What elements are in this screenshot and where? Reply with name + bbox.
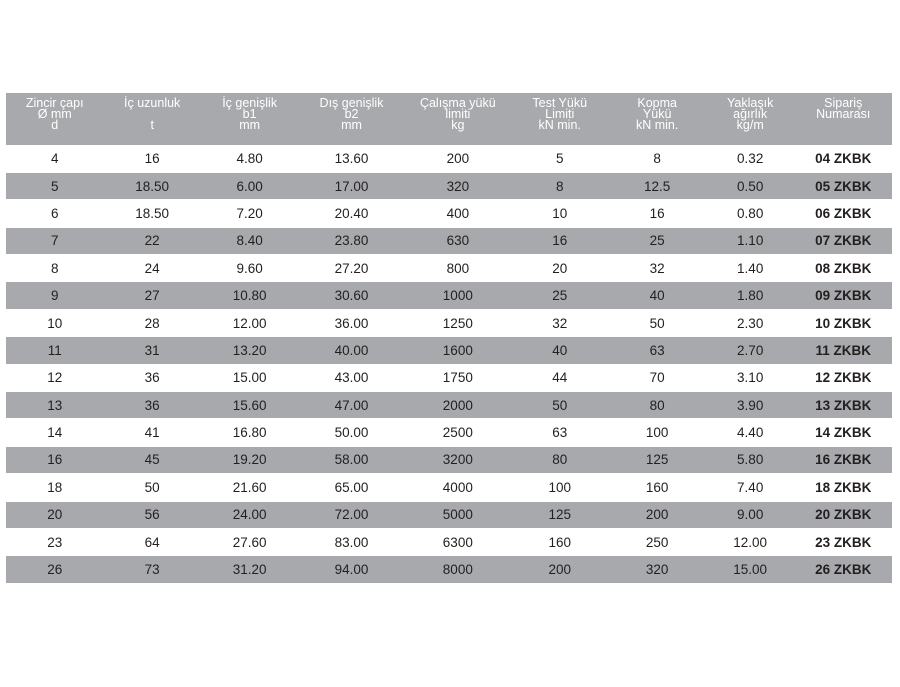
cell-outer-width: 30.60 bbox=[298, 282, 404, 309]
cell-order-number: 14 ZKBK bbox=[794, 419, 892, 446]
table-row bbox=[6, 172, 892, 199]
cell-approx-weight: 1.10 bbox=[706, 227, 795, 254]
cell-breaking-load: 16 bbox=[608, 200, 705, 227]
cell-working-load: 200 bbox=[405, 145, 511, 172]
header-inner-length bbox=[103, 93, 200, 145]
cell-inner-width: 4.80 bbox=[201, 145, 298, 172]
cell-test-load: 100 bbox=[511, 474, 608, 501]
header-line: Zincir çapı bbox=[25, 96, 84, 110]
table-row bbox=[6, 364, 892, 391]
cell-inner-width: 21.60 bbox=[201, 474, 298, 501]
cell-inner-width: 10.80 bbox=[201, 282, 298, 309]
cell-test-load: 63 bbox=[511, 419, 608, 446]
header-line: Yaklaşık bbox=[727, 96, 774, 110]
cell-chain-diameter: 6 bbox=[6, 200, 103, 227]
cell-order-number: 05 ZKBK bbox=[794, 172, 892, 199]
cell-outer-width: 17.00 bbox=[298, 172, 404, 199]
cell-inner-length: 31 bbox=[103, 337, 200, 364]
header-line: İç uzunluk bbox=[124, 96, 181, 110]
cell-inner-length: 56 bbox=[103, 501, 200, 528]
cell-order-number: 10 ZKBK bbox=[794, 309, 892, 336]
cell-chain-diameter: 12 bbox=[6, 364, 103, 391]
cell-inner-length: 27 bbox=[103, 282, 200, 309]
cell-test-load: 25 bbox=[511, 282, 608, 309]
cell-breaking-load: 8 bbox=[608, 145, 705, 172]
table-row bbox=[6, 419, 892, 446]
cell-order-number: 07 ZKBK bbox=[794, 227, 892, 254]
header-working-load bbox=[405, 93, 511, 145]
cell-working-load: 5000 bbox=[405, 501, 511, 528]
cell-inner-width: 9.60 bbox=[201, 255, 298, 282]
cell-outer-width: 40.00 bbox=[298, 337, 404, 364]
cell-chain-diameter: 16 bbox=[6, 446, 103, 473]
cell-chain-diameter: 5 bbox=[6, 172, 103, 199]
cell-breaking-load: 320 bbox=[608, 556, 705, 583]
header-line: İç genişlik bbox=[222, 96, 278, 110]
table-row bbox=[6, 227, 892, 254]
cell-working-load: 400 bbox=[405, 200, 511, 227]
cell-chain-diameter: 10 bbox=[6, 309, 103, 336]
cell-test-load: 200 bbox=[511, 556, 608, 583]
cell-order-number: 04 ZKBK bbox=[794, 145, 892, 172]
cell-working-load: 1750 bbox=[405, 364, 511, 391]
cell-inner-length: 50 bbox=[103, 474, 200, 501]
table-row bbox=[6, 556, 892, 583]
cell-approx-weight: 2.70 bbox=[706, 337, 795, 364]
header-line: Limiti bbox=[545, 107, 575, 121]
cell-working-load: 8000 bbox=[405, 556, 511, 583]
cell-breaking-load: 63 bbox=[608, 337, 705, 364]
cell-breaking-load: 12.5 bbox=[608, 172, 705, 199]
table-row bbox=[6, 309, 892, 336]
cell-outer-width: 27.20 bbox=[298, 255, 404, 282]
cell-working-load: 320 bbox=[405, 172, 511, 199]
cell-approx-weight: 0.80 bbox=[706, 200, 795, 227]
cell-test-load: 32 bbox=[511, 309, 608, 336]
cell-approx-weight: 3.90 bbox=[706, 392, 795, 419]
cell-working-load: 1250 bbox=[405, 309, 511, 336]
cell-approx-weight: 3.10 bbox=[706, 364, 795, 391]
cell-inner-width: 27.60 bbox=[201, 528, 298, 555]
header-approx-weight bbox=[706, 93, 795, 145]
cell-inner-length: 36 bbox=[103, 392, 200, 419]
cell-outer-width: 20.40 bbox=[298, 200, 404, 227]
header-line: Test Yükü bbox=[532, 96, 588, 110]
cell-inner-length: 18.50 bbox=[103, 200, 200, 227]
cell-breaking-load: 250 bbox=[608, 528, 705, 555]
cell-outer-width: 23.80 bbox=[298, 227, 404, 254]
cell-inner-length: 36 bbox=[103, 364, 200, 391]
cell-inner-length: 18.50 bbox=[103, 172, 200, 199]
cell-test-load: 20 bbox=[511, 255, 608, 282]
cell-order-number: 13 ZKBK bbox=[794, 392, 892, 419]
header-test-load bbox=[511, 93, 608, 145]
cell-inner-length: 16 bbox=[103, 145, 200, 172]
table-row bbox=[6, 200, 892, 227]
header-line: Dış genişlik bbox=[319, 96, 384, 110]
cell-order-number: 23 ZKBK bbox=[794, 528, 892, 555]
table-row bbox=[6, 255, 892, 282]
cell-chain-diameter: 8 bbox=[6, 255, 103, 282]
cell-inner-length: 41 bbox=[103, 419, 200, 446]
header-line: mm bbox=[239, 118, 261, 132]
cell-breaking-load: 160 bbox=[608, 474, 705, 501]
cell-outer-width: 65.00 bbox=[298, 474, 404, 501]
cell-inner-width: 16.80 bbox=[201, 419, 298, 446]
cell-chain-diameter: 20 bbox=[6, 501, 103, 528]
header-line: b1 bbox=[242, 107, 257, 121]
cell-chain-diameter: 9 bbox=[6, 282, 103, 309]
chain-spec-table-container bbox=[6, 93, 892, 583]
cell-inner-width: 13.20 bbox=[201, 337, 298, 364]
header-inner-width bbox=[201, 93, 298, 145]
cell-test-load: 40 bbox=[511, 337, 608, 364]
cell-test-load: 8 bbox=[511, 172, 608, 199]
cell-breaking-load: 200 bbox=[608, 501, 705, 528]
table-body bbox=[6, 145, 892, 583]
cell-chain-diameter: 11 bbox=[6, 337, 103, 364]
cell-order-number: 06 ZKBK bbox=[794, 200, 892, 227]
cell-order-number: 09 ZKBK bbox=[794, 282, 892, 309]
cell-chain-diameter: 4 bbox=[6, 145, 103, 172]
cell-working-load: 3200 bbox=[405, 446, 511, 473]
cell-outer-width: 47.00 bbox=[298, 392, 404, 419]
header-chain-diameter bbox=[6, 93, 103, 145]
table-header bbox=[6, 93, 892, 145]
table-row bbox=[6, 501, 892, 528]
cell-breaking-load: 25 bbox=[608, 227, 705, 254]
table-row bbox=[6, 528, 892, 555]
cell-test-load: 16 bbox=[511, 227, 608, 254]
cell-inner-length: 28 bbox=[103, 309, 200, 336]
cell-inner-width: 7.20 bbox=[201, 200, 298, 227]
cell-test-load: 50 bbox=[511, 392, 608, 419]
cell-order-number: 26 ZKBK bbox=[794, 556, 892, 583]
header-line: mm bbox=[341, 118, 362, 132]
cell-chain-diameter: 14 bbox=[6, 419, 103, 446]
cell-inner-length: 45 bbox=[103, 446, 200, 473]
header-line: b2 bbox=[344, 107, 359, 121]
cell-working-load: 630 bbox=[405, 227, 511, 254]
cell-approx-weight: 0.50 bbox=[706, 172, 795, 199]
cell-working-load: 4000 bbox=[405, 474, 511, 501]
cell-inner-width: 19.20 bbox=[201, 446, 298, 473]
table-row bbox=[6, 282, 892, 309]
cell-approx-weight: 7.40 bbox=[706, 474, 795, 501]
cell-test-load: 160 bbox=[511, 528, 608, 555]
cell-test-load: 5 bbox=[511, 145, 608, 172]
cell-inner-length: 64 bbox=[103, 528, 200, 555]
cell-chain-diameter: 7 bbox=[6, 227, 103, 254]
header-line: Ø mm bbox=[37, 107, 72, 121]
chain-spec-table bbox=[6, 93, 892, 583]
header-line: kN min. bbox=[635, 118, 679, 132]
header-line: d bbox=[51, 118, 59, 132]
cell-working-load: 6300 bbox=[405, 528, 511, 555]
cell-approx-weight: 12.00 bbox=[706, 528, 795, 555]
cell-chain-diameter: 26 bbox=[6, 556, 103, 583]
header-line: Numarası bbox=[816, 107, 871, 121]
cell-approx-weight: 4.40 bbox=[706, 419, 795, 446]
header-line: limiti bbox=[445, 107, 471, 121]
cell-breaking-load: 70 bbox=[608, 364, 705, 391]
cell-outer-width: 43.00 bbox=[298, 364, 404, 391]
cell-approx-weight: 1.40 bbox=[706, 255, 795, 282]
table-row bbox=[6, 474, 892, 501]
table-row bbox=[6, 392, 892, 419]
cell-working-load: 800 bbox=[405, 255, 511, 282]
cell-breaking-load: 50 bbox=[608, 309, 705, 336]
cell-breaking-load: 125 bbox=[608, 446, 705, 473]
cell-chain-diameter: 13 bbox=[6, 392, 103, 419]
header-outer-width bbox=[298, 93, 404, 145]
cell-inner-length: 24 bbox=[103, 255, 200, 282]
cell-test-load: 125 bbox=[511, 501, 608, 528]
table-row bbox=[6, 145, 892, 172]
cell-approx-weight: 5.80 bbox=[706, 446, 795, 473]
cell-inner-width: 6.00 bbox=[201, 172, 298, 199]
cell-outer-width: 83.00 bbox=[298, 528, 404, 555]
cell-working-load: 2500 bbox=[405, 419, 511, 446]
cell-inner-length: 22 bbox=[103, 227, 200, 254]
header-line: Yükü bbox=[642, 107, 672, 121]
cell-inner-width: 15.60 bbox=[201, 392, 298, 419]
cell-working-load: 1000 bbox=[405, 282, 511, 309]
cell-outer-width: 13.60 bbox=[298, 145, 404, 172]
header-line: t bbox=[150, 118, 154, 132]
cell-approx-weight: 9.00 bbox=[706, 501, 795, 528]
cell-test-load: 10 bbox=[511, 200, 608, 227]
cell-test-load: 44 bbox=[511, 364, 608, 391]
cell-order-number: 12 ZKBK bbox=[794, 364, 892, 391]
table-row bbox=[6, 446, 892, 473]
cell-order-number: 18 ZKBK bbox=[794, 474, 892, 501]
table-row bbox=[6, 337, 892, 364]
cell-breaking-load: 80 bbox=[608, 392, 705, 419]
header-breaking-load bbox=[608, 93, 705, 145]
header-row bbox=[6, 93, 892, 145]
header-line: Kopma bbox=[637, 96, 677, 110]
cell-outer-width: 36.00 bbox=[298, 309, 404, 336]
cell-inner-width: 31.20 bbox=[201, 556, 298, 583]
cell-approx-weight: 1.80 bbox=[706, 282, 795, 309]
header-order-number bbox=[794, 93, 892, 145]
header-line: Çalışma yükü bbox=[419, 96, 496, 110]
cell-approx-weight: 2.30 bbox=[706, 309, 795, 336]
header-line: kN min. bbox=[538, 118, 581, 132]
cell-breaking-load: 100 bbox=[608, 419, 705, 446]
cell-inner-width: 12.00 bbox=[201, 309, 298, 336]
cell-outer-width: 72.00 bbox=[298, 501, 404, 528]
cell-chain-diameter: 23 bbox=[6, 528, 103, 555]
cell-working-load: 2000 bbox=[405, 392, 511, 419]
header-line: Sipariş bbox=[824, 96, 863, 110]
cell-order-number: 08 ZKBK bbox=[794, 255, 892, 282]
cell-approx-weight: 15.00 bbox=[706, 556, 795, 583]
cell-outer-width: 58.00 bbox=[298, 446, 404, 473]
cell-inner-width: 24.00 bbox=[201, 501, 298, 528]
cell-outer-width: 50.00 bbox=[298, 419, 404, 446]
cell-inner-width: 15.00 bbox=[201, 364, 298, 391]
cell-order-number: 20 ZKBK bbox=[794, 501, 892, 528]
cell-outer-width: 94.00 bbox=[298, 556, 404, 583]
cell-test-load: 80 bbox=[511, 446, 608, 473]
cell-breaking-load: 32 bbox=[608, 255, 705, 282]
cell-working-load: 1600 bbox=[405, 337, 511, 364]
cell-inner-length: 73 bbox=[103, 556, 200, 583]
cell-inner-width: 8.40 bbox=[201, 227, 298, 254]
cell-order-number: 16 ZKBK bbox=[794, 446, 892, 473]
cell-breaking-load: 40 bbox=[608, 282, 705, 309]
header-line: kg bbox=[451, 118, 465, 132]
cell-order-number: 11 ZKBK bbox=[794, 337, 892, 364]
header-line: kg/m bbox=[736, 118, 764, 132]
cell-chain-diameter: 18 bbox=[6, 474, 103, 501]
header-line: ağırlık bbox=[733, 107, 768, 121]
cell-approx-weight: 0.32 bbox=[706, 145, 795, 172]
